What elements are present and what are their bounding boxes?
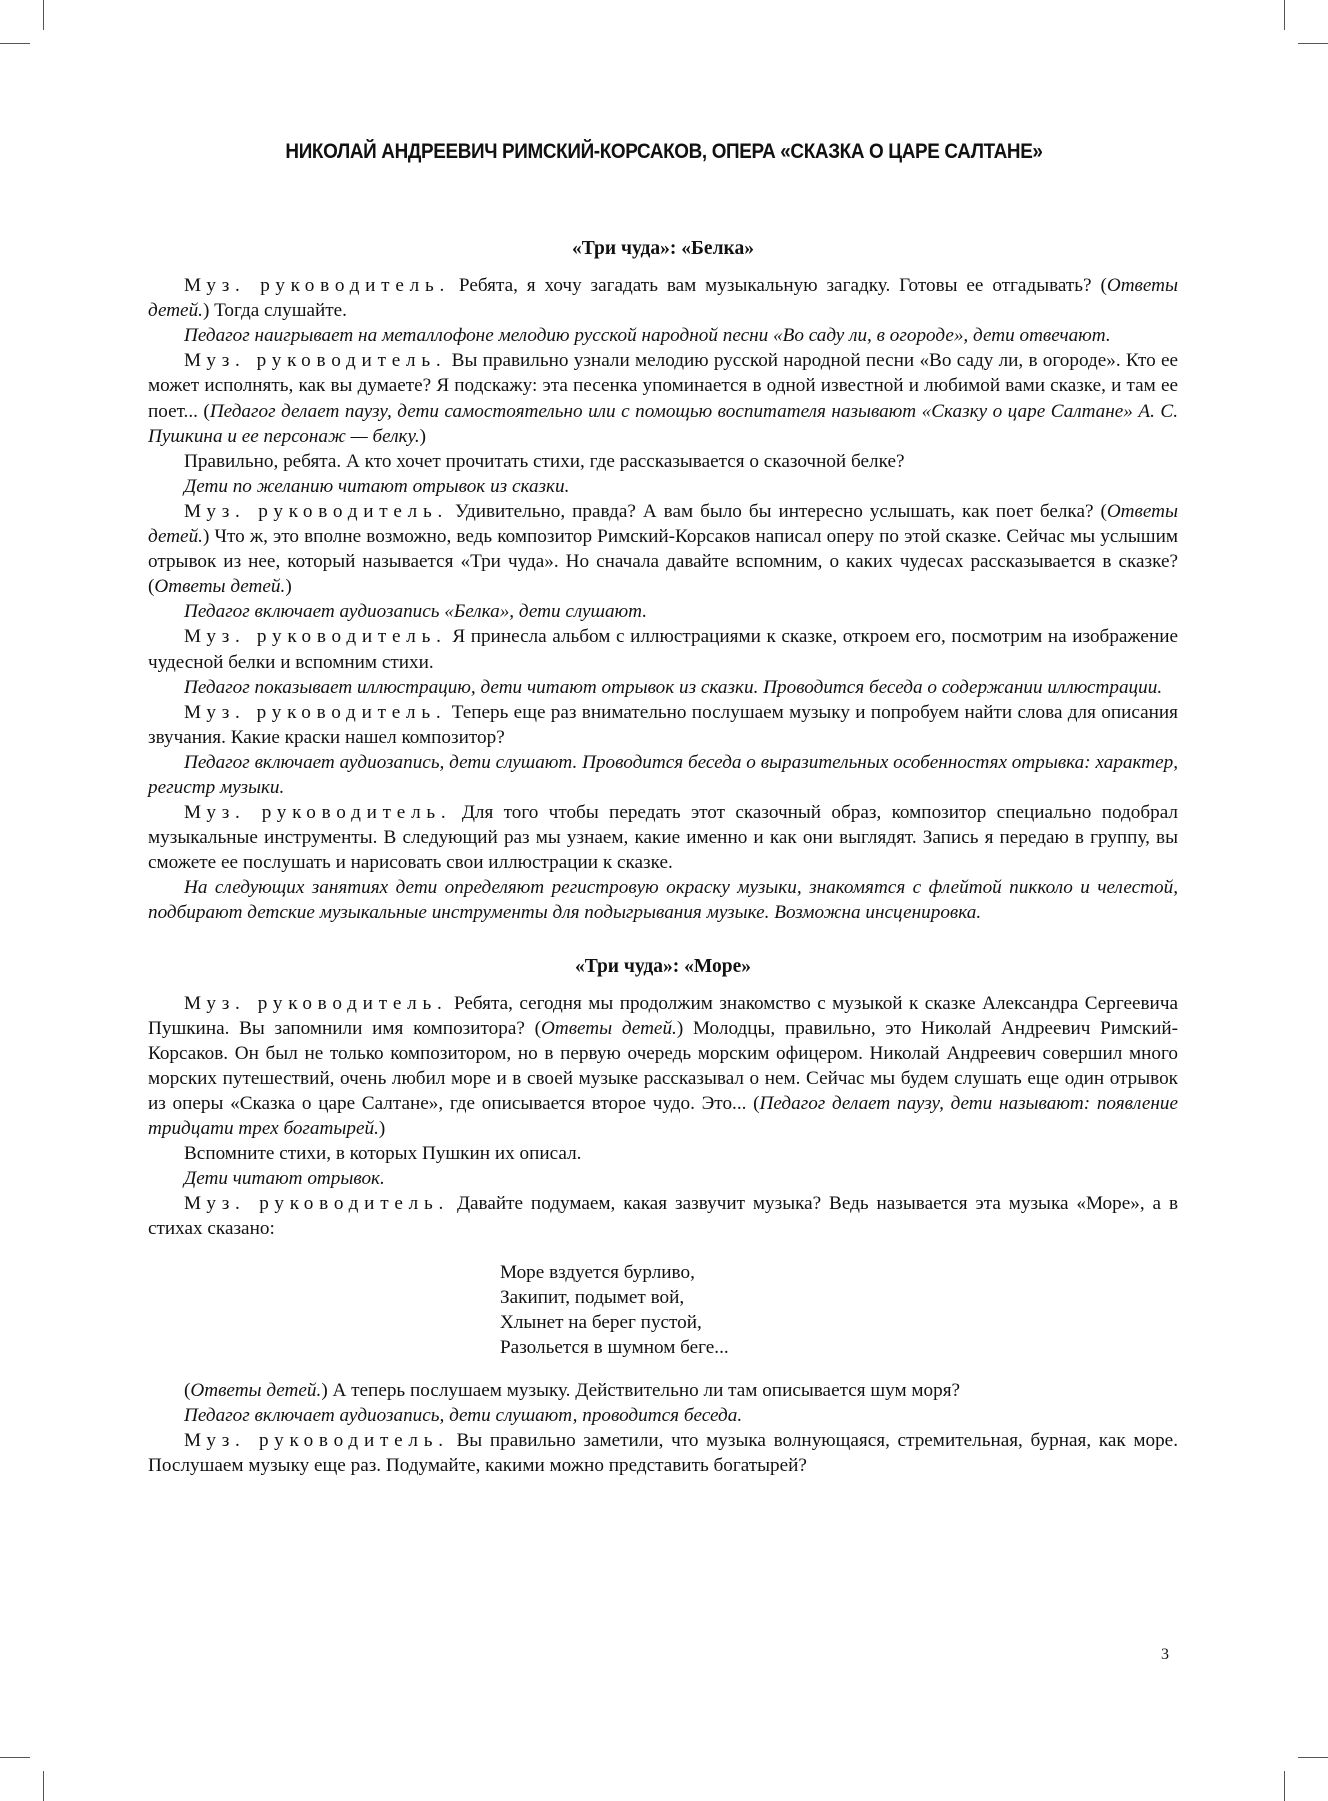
dialog-paragraph: Муз. руководитель. Давайте подумаем, какая зазвучит музыка? Ведь называется эта музыка «Море», а в стихах сказано: xyxy=(148,1193,1179,1240)
speaker-label: Муз. руководитель. xyxy=(184,701,447,723)
dialog-paragraph: Муз. руководитель. Теперь еще раз внимательно послушаем музыку и попробуем найти слова для описания звучания. Какие краски нашел композитор? xyxy=(148,701,1178,748)
crop-mark xyxy=(43,1771,44,1801)
speaker-label: Муз. руководитель. xyxy=(184,802,452,824)
text-paragraph: Правильно, ребята. А кто хочет прочитать стихи, где рассказывается о сказочной белке? xyxy=(184,450,905,472)
stage-direction: Педагог наигрывает на металлофоне мелодию русской народной песни «Во саду ли, в огороде», дети отвечают. xyxy=(184,325,1111,347)
page-number: 3 xyxy=(1161,1646,1169,1663)
crop-mark xyxy=(1284,1771,1285,1801)
dialog-paragraph: Муз. руководитель. Вы правильно узнали мелодию русской народной песни «Во саду ли, в огороде». Кто ее может исполнять, как вы думаете? Я подскажу: эта песенка упоминается в одной известной и любимой вами сказке, и там ее поет... (Педагог делает паузу, дети самостоятельно или с помощью воспитателя называют «Сказку о царе Салтане» А. С. Пушкина и ее персонаж — белку.) xyxy=(148,350,1179,447)
stage-direction: Педагог включает аудиозапись, дети слушают. Проводится беседа о выразительных особенностях отрывка: характер, регистр музыки. xyxy=(148,751,1178,798)
speaker-label: Муз. руководитель. xyxy=(184,1193,450,1215)
stage-direction: Дети по желанию читают отрывок из сказки. xyxy=(184,475,570,497)
crop-mark xyxy=(0,1757,30,1758)
section-title: «Три чуда»: «Море» xyxy=(574,955,752,977)
section-title: «Три чуда»: «Белка» xyxy=(572,238,754,259)
poem-line: Закипит, подымет вой, xyxy=(500,1286,685,1308)
poem-line: Разольется в шумном беге... xyxy=(500,1336,729,1358)
text-paragraph: Вспомните стихи, в которых Пушкин их описал. xyxy=(184,1143,582,1165)
crop-mark xyxy=(1284,0,1285,30)
dialog-paragraph: Муз. руководитель. Для того чтобы передать этот сказочный образ, композитор специально подобрал музыкальные инструменты. В следующий раз мы узнаем, какие именно и как они выглядят. Запись я передаю в группу, вы сможете ее послушать и нарисовать свои иллюстрации к сказке. xyxy=(148,802,1178,874)
speaker-label: Муз. руководитель. xyxy=(184,275,451,297)
dialog-paragraph: Муз. руководитель. Я принесла альбом с иллюстрациями к сказке, откроем его, посмотрим на изображение чудесной белки и вспомним стихи. xyxy=(148,626,1178,673)
stage-direction: Педагог включает аудиозапись «Белка», дети слушают. xyxy=(184,601,647,623)
stage-direction: Педагог показывает иллюстрацию, дети читают отрывок из сказки. Проводится беседа о содержании иллюстрации. xyxy=(184,676,1163,698)
dialog-paragraph: Муз. руководитель. Удивительно, правда? А вам было бы интересно услышать, как поет белка? (Ответы детей.) Что ж, это вполне возможно, ведь композитор Римский-Корсаков написал оперу по этой сказке. Сейчас мы услышим отрывок из нее, который называется «Три чуда». Но сначала давайте вспомним, о каких чудесах рассказывается в сказке? (Ответы детей.) xyxy=(148,500,1178,598)
stage-direction: На следующих занятиях дети определяют регистровую окраску музыки, знакомятся с флейтой пикколо и челестой, подбирают детские музыкальные инструменты для подыгрывания музыке. Возможна инсценировка. xyxy=(148,877,1178,924)
crop-mark xyxy=(1298,1757,1328,1758)
speaker-label: Муз. руководитель. xyxy=(184,350,447,372)
stage-direction: Дети читают отрывок. xyxy=(184,1168,385,1190)
crop-mark xyxy=(0,43,30,44)
dialog-paragraph: (Ответы детей.) А теперь послушаем музыку. Действительно ли там описывается шум моря? xyxy=(184,1379,961,1401)
dialog-paragraph: Муз. руководитель. Вы правильно заметили, что музыка волнующаяся, стремительная, бурная, как море. Послушаем музыку еще раз. Подумайте, какими можно представить богатырей? xyxy=(148,1430,1178,1477)
poem-line: Хлынет на берег пустой, xyxy=(500,1311,702,1333)
stage-direction: Педагог включает аудиозапись, дети слушают, проводится беседа. xyxy=(184,1405,743,1427)
poem-line: Море вздуется бурливо, xyxy=(500,1261,695,1283)
speaker-label: Муз. руководитель. xyxy=(184,1430,449,1452)
speaker-label: Муз. руководитель. xyxy=(184,626,447,648)
crop-mark xyxy=(43,0,44,30)
page-content xyxy=(148,236,1178,1478)
page-title: НИКОЛАЙ АНДРЕЕВИЧ РИМСКИЙ-КОРСАКОВ, ОПЕРА «СКАЗКА О ЦАРЕ САЛТАНЕ» xyxy=(285,140,1043,163)
dialog-paragraph: Муз. руководитель. Ребята, сегодня мы продолжим знакомство с музыкой к сказке Александра Сергеевича Пушкина. Вы запомнили имя композитора? (Ответы детей.) Молодцы, правильно, это Николай Андреевич Римский-Корсаков. Он был не только композитором, но в первую очередь морским офицером. Николай Андреевич совершил много морских путешествий, очень любил море и в своей музыке рассказывал о нем. Сейчас мы будем слушать еще один отрывок из оперы «Сказка о царе Салтане», где описывается второе чудо. Это... (Педагог делает паузу, дети называют: появление тридцати трех богатырей.) xyxy=(148,992,1179,1140)
speaker-label: Муз. руководитель. xyxy=(184,992,448,1014)
dialog-paragraph: Муз. руководитель. Ребята, я хочу загадать вам музыкальную загадку. Готовы ее отгадывать? (Ответы детей.) Тогда слушайте. xyxy=(148,275,1179,322)
poem xyxy=(500,1260,1178,1360)
speaker-label: Муз. руководитель. xyxy=(184,500,449,522)
crop-mark xyxy=(1298,43,1328,44)
